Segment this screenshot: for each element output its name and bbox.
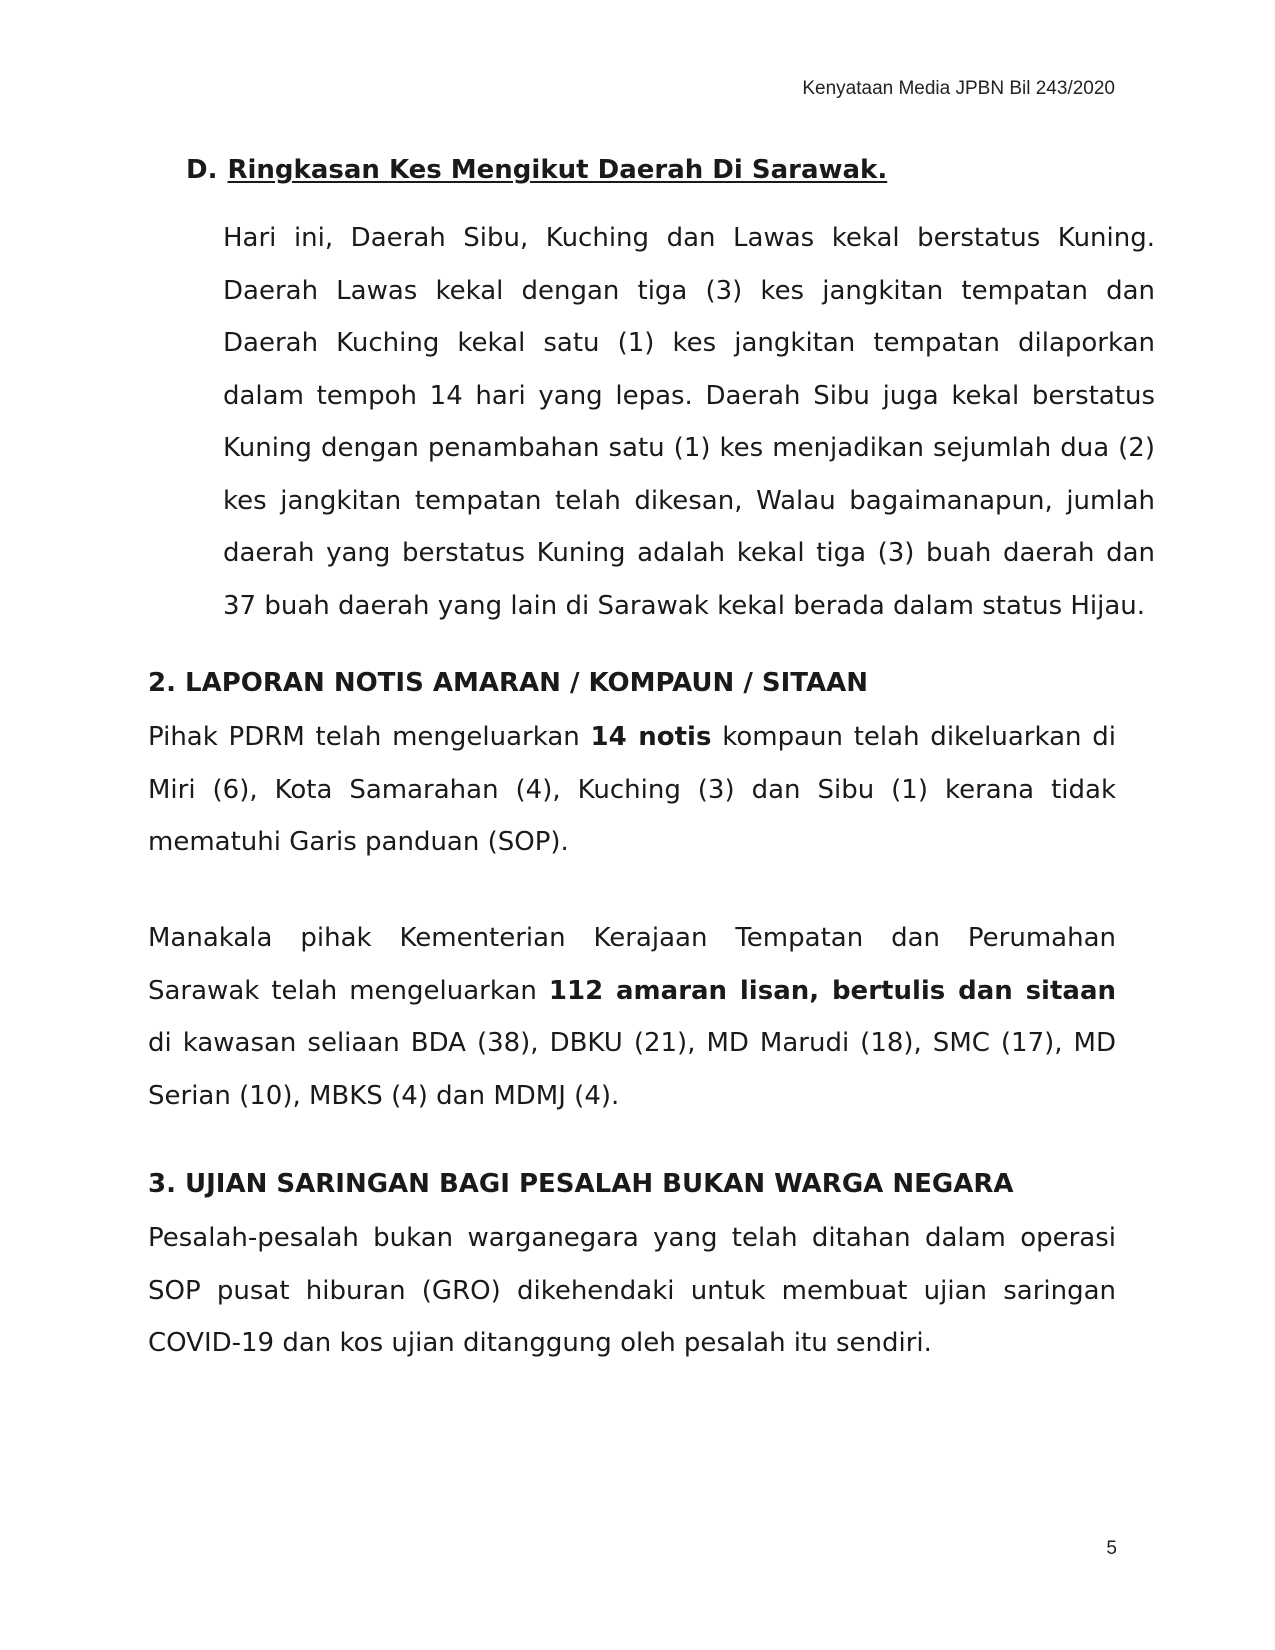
section-3-paragraph: Pesalah-pesalah bukan warganegara yang telah ditahan dalam operasi SOP pusat hiburan (GRO) dikehendaki untuk membuat ujian saringan COVID-19 dan kos ujian ditanggung oleh pesalah itu sendiri. (148, 1223, 1116, 1358)
section-2-heading: 2. LAPORAN NOTIS AMARAN / KOMPAUN / SITAAN (148, 668, 869, 698)
section-2-p2-text-before: Manakala pihak Kementerian Kerajaan Tempatan dan Perumahan Sarawak telah mengeluarkan (148, 923, 1116, 1006)
section-2-p1-text-before: Pihak PDRM telah mengeluarkan (148, 722, 591, 752)
section-2-paragraph-2 (148, 912, 1116, 1122)
document-reference: Kenyataan Media JPBN Bil 243/2020 (802, 78, 1115, 99)
section-3-heading: 3. UJIAN SARINGAN BAGI PESALAH BUKAN WARGA NEGARA (148, 1169, 1014, 1199)
section-2-p1-text-after: kompaun telah dikeluarkan di Miri (6), Kota Samarahan (4), Kuching (3) dan Sibu (1) kerana tidak mematuhi Garis panduan (SOP). (148, 722, 1116, 857)
section-2-p2-text-after: di kawasan seliaan BDA (38), DBKU (21), MD Marudi (18), SMC (17), MD Serian (10), MBKS (4) dan MDMJ (4). (148, 1028, 1116, 1111)
section-d-letter: D. (186, 155, 218, 185)
section-d-paragraph: Hari ini, Daerah Sibu, Kuching dan Lawas kekal berstatus Kuning. Daerah Lawas kekal dengan tiga (3) kes jangkitan tempatan dan Daerah Kuching kekal satu (1) kes jangkitan tempatan dilaporkan dalam tempoh 14 hari yang lepas. Daerah Sibu juga kekal berstatus Kuning dengan penambahan satu (1) kes menjadikan sejumlah dua (2) kes jangkitan tempatan telah dikesan, Walau bagaimanapun, jumlah daerah yang berstatus Kuning adalah kekal tiga (3) buah daerah dan 37 buah daerah yang lain di Sarawak kekal berada dalam status Hijau. (223, 223, 1155, 621)
section-2-p2-emphasis: 112 amaran lisan, bertulis dan sitaan (548, 975, 1116, 1006)
section-2-p1-emphasis: 14 notis (590, 722, 712, 752)
section-d-heading (186, 155, 887, 185)
page-number: 5 (1106, 1538, 1117, 1559)
section-d-title: Ringkasan Kes Mengikut Daerah Di Sarawak. (227, 155, 888, 185)
section-2-paragraph-1 (148, 711, 1116, 869)
